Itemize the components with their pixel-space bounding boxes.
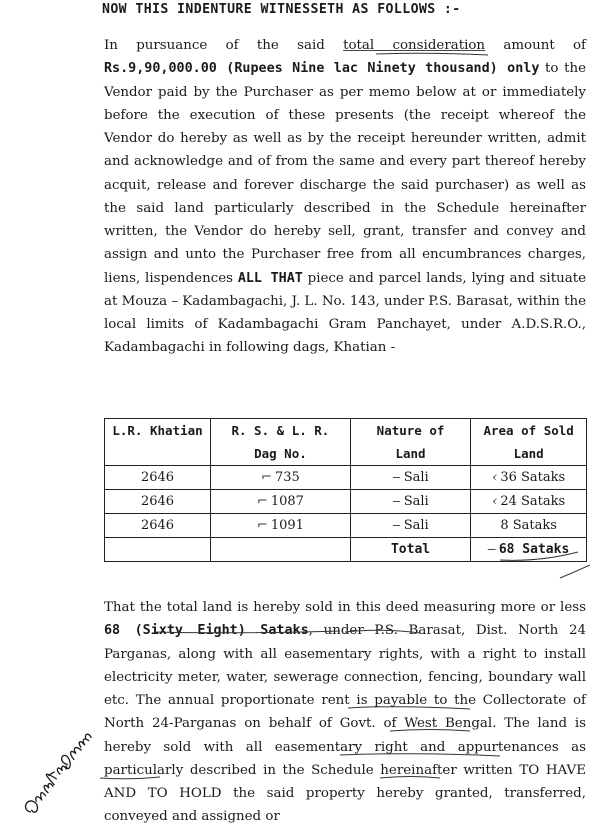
para2-text-2: , under P.S. Barasat, Dist. North 24 Parganas, along with all easementary rights, with a right to install electricity meter, water, sewerage connection, fencing, boundary wall etc. The annual proportionate rent is payable to the Collectorate of North 24-Parganas on behalf of Govt. of West Bengal. The land is hereby sold with all easementary right and appurtenances as particularly described in the Schedule hereinafter written TO HAVE AND TO HOLD the said property hereby granted, transferred, conveyed and assigned or xyxy=(104,623,586,825)
handwritten-signature xyxy=(2,718,112,818)
total-value: ‒ 68 Sataks xyxy=(471,538,587,562)
para1-text-3: to the Vendor paid by the Purchaser as per memo below at or immediately before the execution of these presents (the receipt whereof the Vendor do hereby as well as by the receipt hereunder written, admit and acknowledge and of from the same and every part thereof hereby acquit, release and forever discharge the said purchaser) as well as the said land particularly described in the Schedule hereinafter written, the Vendor do hereby sell, grant, transfer and convey and assign and unto the Purchaser free from all encumbrances charges, liens, lispendences xyxy=(104,61,586,286)
para1-underlined-phrase: total consideration xyxy=(343,38,486,53)
para1-text-1: In pursuance of the said xyxy=(104,38,344,53)
para2-text-1: That the total land is hereby sold in this deed measuring more or less xyxy=(104,600,586,615)
cell-area: ‹ 36 Sataks xyxy=(471,466,587,490)
all-that-phrase: ALL THAT xyxy=(237,270,303,286)
cell-khatian: 2646 xyxy=(105,466,211,490)
header-dag: R. S. & L. R. Dag No. xyxy=(211,419,351,466)
para1-text-2: amount of xyxy=(485,38,587,53)
header-nature: Nature of Land xyxy=(350,419,471,466)
cell-nature: ‒ Sali xyxy=(350,490,471,514)
header-khatian: L.R. Khatian xyxy=(105,419,211,466)
cell-dag: ⌐ 1087 xyxy=(211,490,351,514)
cell-area: 8 Sataks xyxy=(471,514,587,538)
cell-dag: ⌐ 735 xyxy=(211,466,351,490)
land-measure: 68 (Sixty Eight) Sataks xyxy=(104,623,309,639)
cell-nature: ‒ Sali xyxy=(350,514,471,538)
para1-text-4: piece and parcel lands, lying and situate at Mouza – Kadambagachi, J. L. No. 143, under P.S. Barasat, within the local limits of Kadambagachi Gram Panchayet, under A.D.S.R.O., Kadambagachi in following dags, Khatian - xyxy=(104,270,587,356)
cell-dag: ⌐ 1091 xyxy=(211,514,351,538)
consideration-amount: Rs.9,90,000.00 (Rupees Nine lac Ninety thousand) only xyxy=(104,61,540,77)
cell-khatian: 2646 xyxy=(105,514,211,538)
cell-khatian: 2646 xyxy=(105,490,211,514)
header-area: Area of Sold Land xyxy=(471,419,587,466)
document-heading: NOW THIS INDENTURE WITNESSETH AS FOLLOWS :- xyxy=(102,2,461,17)
cell-nature: ‒ Sali xyxy=(350,466,471,490)
total-label: Total xyxy=(350,538,471,562)
cell-area: ‹ 24 Sataks xyxy=(471,490,587,514)
